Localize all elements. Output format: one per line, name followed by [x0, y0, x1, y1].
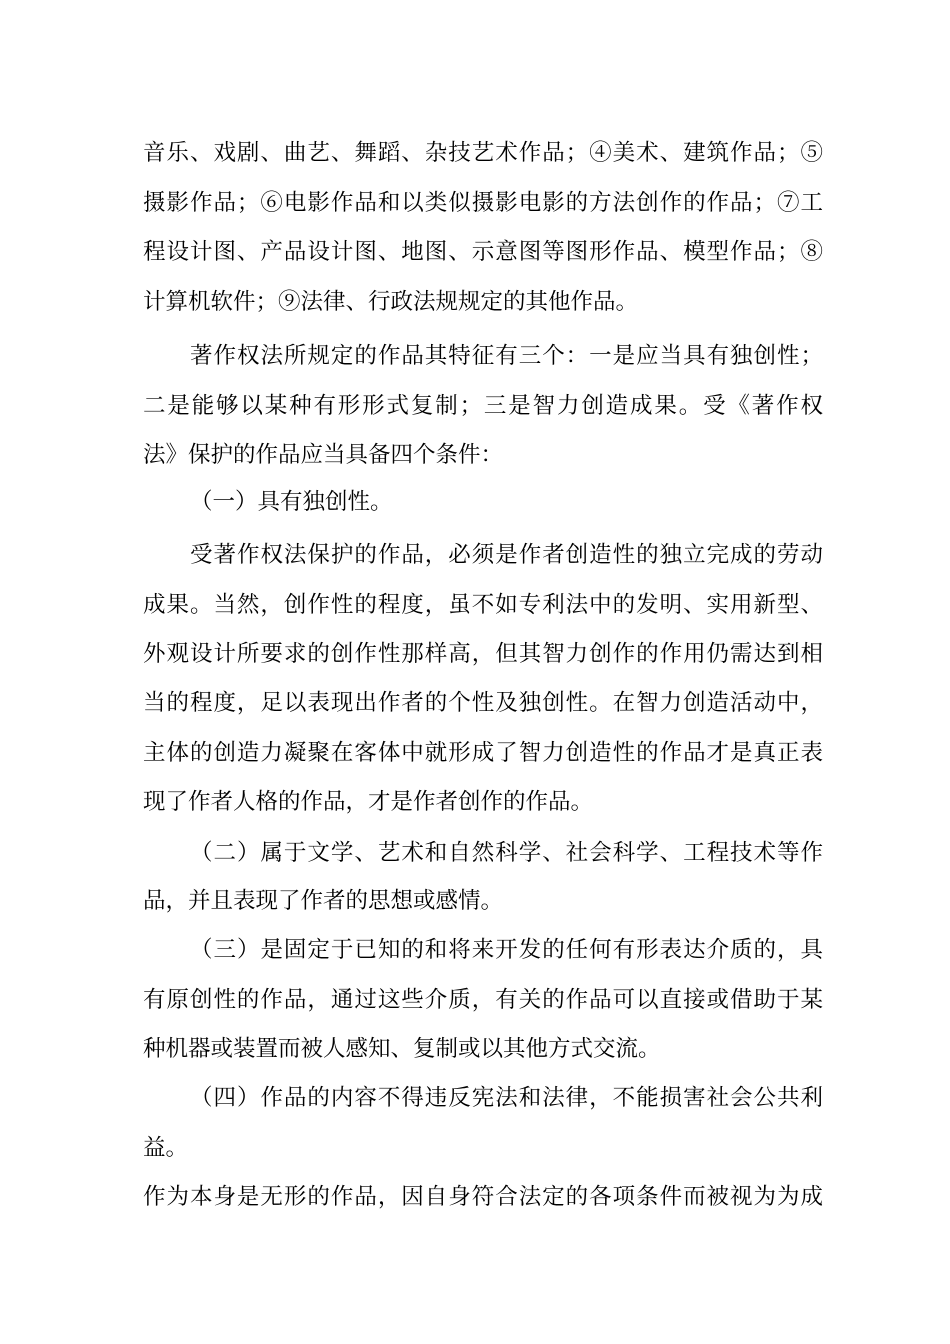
text-line: 现了作者人格的作品，才是作者创作的作品。 [143, 789, 594, 815]
text-line: 有原创性的作品，通过这些介质，有关的作品可以直接或借助于某 [143, 987, 823, 1013]
text-line: 二是能够以某种有形形式复制；三是智力创造成果。受《著作权 [143, 393, 823, 419]
text-line: 外观设计所要求的创作性那样高，但其智力创作的作用仍需达到相 [143, 641, 823, 667]
text-line: 音乐、戏剧、曲艺、舞蹈、杂技艺术作品；④美术、建筑作品；⑤ [143, 140, 823, 166]
text-line: 法》保护的作品应当具备四个条件： [143, 442, 504, 468]
text-line: 作为本身是无形的作品，因自身符合法定的各项条件而被视为为成 [143, 1184, 823, 1210]
paragraph-first-line: 受著作权法保护的作品，必须是作者创造性的独立完成的劳动 [190, 542, 823, 568]
text-line: 计算机软件；⑨法律、行政法规规定的其他作品。 [143, 289, 639, 315]
paragraph-first-line: （二）属于文学、艺术和自然科学、社会科学、工程技术等作 [190, 840, 823, 866]
paragraph-first-line: （四）作品的内容不得违反宪法和法律，不能损害社会公共利 [190, 1085, 823, 1111]
section-heading: （一）具有独创性。 [190, 489, 393, 515]
text-line: 当的程度，足以表现出作者的个性及独创性。在智力创造活动中， [143, 690, 823, 716]
text-line: 种机器或装置而被人感知、复制或以其他方式交流。 [143, 1036, 661, 1062]
text-line: 摄影作品；⑥电影作品和以类似摄影电影的方法创作的作品；⑦工 [143, 190, 823, 216]
text-line: 成果。当然，创作性的程度，虽不如专利法中的发明、实用新型、 [143, 592, 823, 618]
text-line: 主体的创造力凝聚在客体中就形成了智力创造性的作品才是真正表 [143, 740, 823, 766]
paragraph-first-line: （三）是固定于已知的和将来开发的任何有形表达介质的，具 [190, 937, 823, 963]
text-line: 程设计图、产品设计图、地图、示意图等图形作品、模型作品；⑧ [143, 239, 823, 265]
paragraph-first-line: 著作权法所规定的作品其特征有三个：一是应当具有独创性； [190, 343, 823, 369]
text-line: 品，并且表现了作者的思想或感情。 [143, 888, 504, 914]
text-line: 益。 [143, 1135, 189, 1161]
